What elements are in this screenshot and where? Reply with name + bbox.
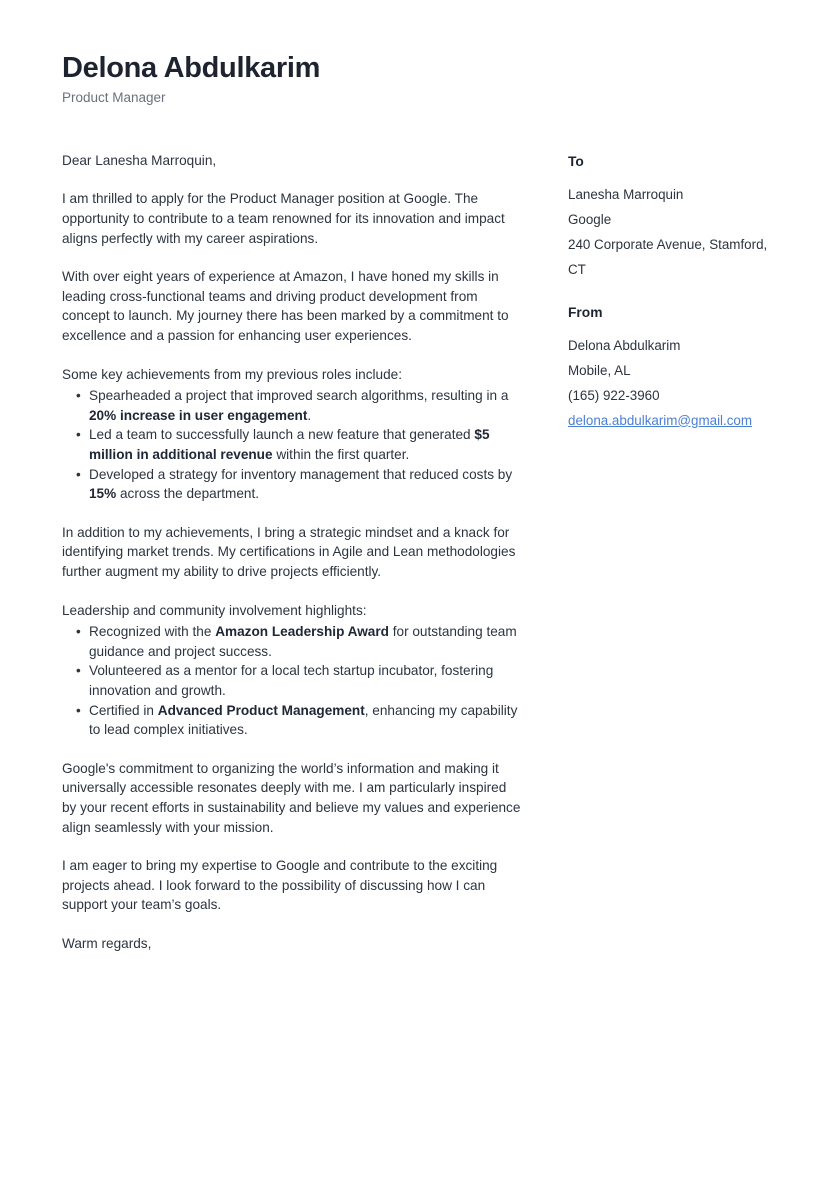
list-item-text-bold: Amazon Leadership Award [215,624,389,640]
recipient-block [568,153,783,282]
letter-body [62,151,524,973]
paragraph-closing: I am eager to bring my expertise to Google and contribute to the exciting projects ahead. I look forward to the possibility of discussing how I can support your team’s goals. [62,858,498,913]
paragraph-mindset: In addition to my achievements, I bring a strategic mindset and a knack for identifying market trends. My certifications in Agile and Lean methodologies further augment my ability to drive projects efficiently. [62,524,516,579]
signoff: Warm regards, [62,935,152,951]
list-item-text-bold: Advanced Product Management [157,702,365,718]
sender-email-link[interactable]: delona.abdulkarim@gmail.com [568,412,753,428]
achievements-intro: Some key achievements from my previous roles include: [62,366,402,382]
list-item-text-pre: Led a team to successfully launch a new feature that generated [89,427,475,443]
applicant-role: Product Manager [62,90,166,106]
letter-header [62,52,771,107]
list-item-text-post: within the first quarter. [272,447,410,463]
list-item-text-bold: 20% increase in user engagement [89,407,308,423]
sender-block [568,304,783,433]
list-item [62,465,524,504]
list-item [62,701,524,740]
leadership-intro: Leadership and community involvement highlights: [62,602,367,618]
list-item-text-post: across the department. [116,486,260,502]
paragraph-intro: I am thrilled to apply for the Product Manager position at Google. The opportunity to contribute to a team renowned for its innovation and impact aligns perfectly with my career aspirations. [62,191,505,246]
list-item [62,622,524,661]
recipient-company: Google [568,211,612,227]
recipient-name: Lanesha Marroquin [568,186,684,202]
list-item [62,661,524,700]
salutation: Dear Lanesha Marroquin, [62,152,217,168]
recipient-address: 240 Corporate Avenue, Stamford, CT [568,236,768,277]
list-item [62,386,524,425]
list-item-text-pre: Spearheaded a project that improved search algorithms, resulting in a [89,388,509,404]
sender-heading: From [568,304,603,320]
list-item-text-post: . [307,407,312,423]
list-item-text-pre: Volunteered as a mentor for a local tech startup incubator, fostering innovation and growth. [89,663,494,698]
list-item-text-bold: $5 million in additional revenue [89,427,490,463]
list-item-text-post: for outstanding team guidance and project success. [89,624,517,659]
paragraph-mission: Google's commitment to organizing the world’s information and making it universally accessible resonates deeply with me. I am particularly inspired by your recent efforts in sustainability and believe my values and experience align seamlessly with your mission. [62,760,521,835]
leadership-list [62,622,524,740]
list-item-text-post: , enhancing my capability to lead complex initiatives. [89,702,518,738]
achievements-list [62,386,524,504]
list-item [62,425,524,464]
letter-sidebar [568,151,783,455]
list-item-text-pre: Certified in [89,702,158,718]
paragraph-experience: With over eight years of experience at Amazon, I have honed my skills in leading cross-functional teams and driving product development from concept to launch. My journey there has been marked by a commitment to excellence and a passion for enhancing user experiences. [62,269,509,344]
list-item-text-bold: 15% [89,486,117,502]
sender-location: Mobile, AL [568,362,631,378]
list-item-text-pre: Recognized with the [89,624,216,640]
applicant-name: Delona Abdulkarim [62,52,321,84]
recipient-heading: To [568,153,584,169]
letter-columns [62,151,771,973]
list-item-text-pre: Developed a strategy for inventory management that reduced costs by [89,466,513,482]
sender-name: Delona Abdulkarim [568,337,681,353]
sender-phone: (165) 922-3960 [568,387,660,403]
